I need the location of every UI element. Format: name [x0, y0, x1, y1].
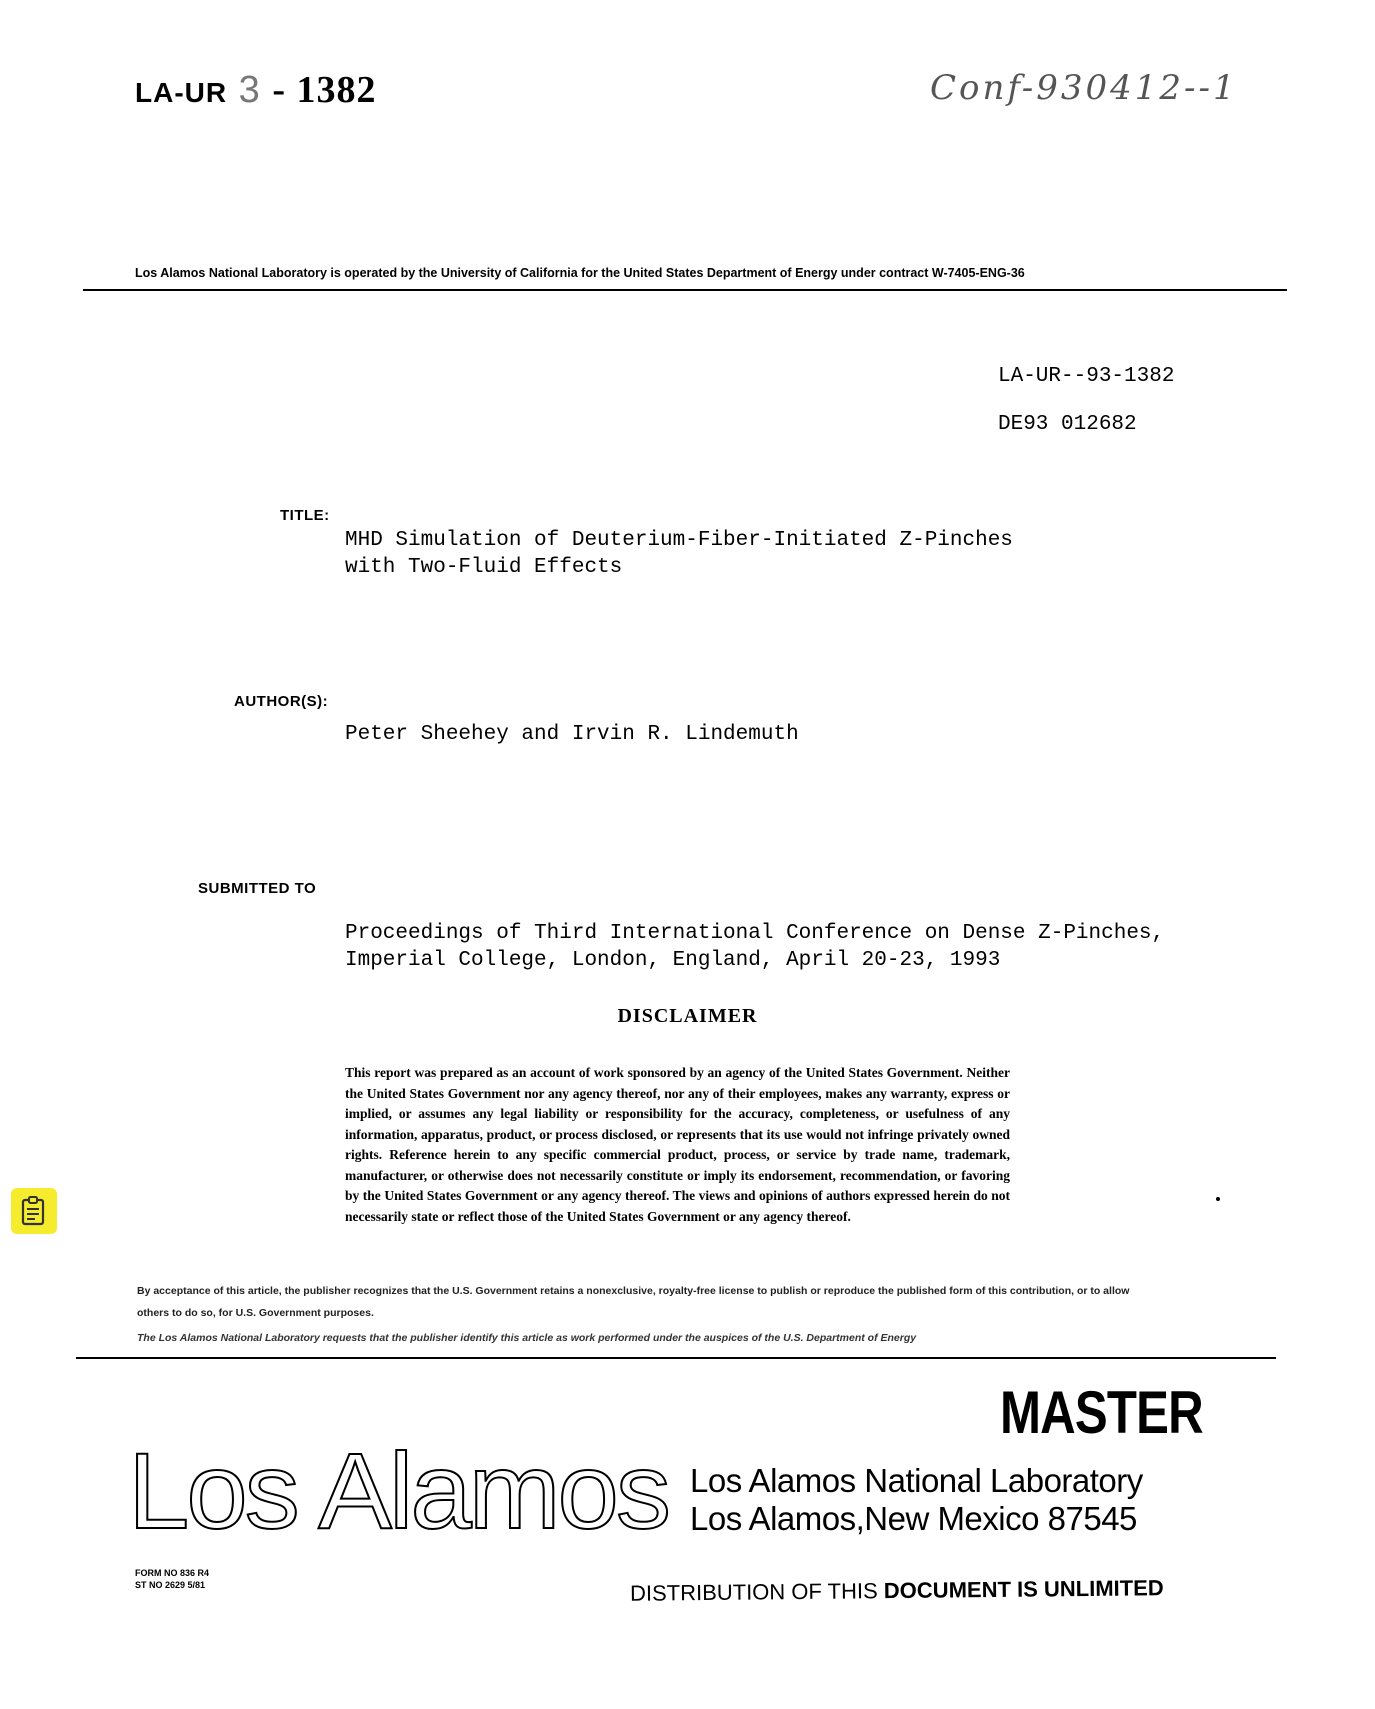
lab-address: Los Alamos,New Mexico 87545 — [690, 1500, 1137, 1537]
distribution-suffix: DOCUMENT IS UNLIMITED — [883, 1575, 1164, 1604]
operator-statement: Los Alamos National Laboratory is operated by the University of California for the United States Department of Energy under contract W-7405-ENG-36 — [135, 266, 1025, 280]
acceptance-statement: By acceptance of this article, the publisher recognizes that the U.S. Government retains a nonexclusive, royalty-free license to publish or reproduce the published form of this contribution, or to allow others to do so, for U.S. Government purposes. — [137, 1285, 1130, 1319]
submitted-value: Proceedings of Third International Conference on Dense Z-Pinches, Imperial College, London, England, April 20-23, 1993 — [345, 922, 1165, 972]
publisher-request: The Los Alamos National Laboratory requests that the publisher identify this article as work performed under the auspices of the U.S. Department of Energy — [137, 1332, 917, 1344]
doc-number-value: - 1382 — [272, 69, 377, 111]
form-line-1: FORM NO 836 R4 — [135, 1568, 210, 1578]
doc-prefix: LA-UR — [135, 77, 228, 108]
disclaimer-heading: DISCLAIMER — [617, 1005, 758, 1027]
los-alamos-logo — [128, 1438, 673, 1538]
master-stamp: MASTER — [1000, 1379, 1203, 1446]
disclaimer-body: This report was prepared as an account of work sponsored by an agency of the United States Government. Neither the United States Government nor any agency thereof, nor any of their employees, makes any warranty, express or implied, or assumes any legal liability or responsibility for the accuracy, completeness, or usefulness of any information, apparatus, product, or process disclosed, or represents that its use would not infringe privately owned rights. Reference herein to any specific commercial product, process, or service by trade name, trademark, manufacturer, or otherwise does not necessarily constitute or imply its endorsement, recommendation, or favoring by the United States Government or any agency thereof. The views and opinions of authors expressed herein do not necessarily state or reflect those of the United States Government or any agency thereof. — [345, 1065, 1010, 1224]
form-line-2: ST NO 2629 5/81 — [135, 1580, 206, 1590]
clipboard-icon-glyph — [19, 1195, 49, 1227]
footer-divider — [76, 1357, 1276, 1359]
distribution-prefix: DISTRIBUTION OF THIS — [629, 1578, 878, 1606]
title-value: MHD Simulation of Deuterium-Fiber-Initiated Z-Pinches with Two-Fluid Effects — [345, 529, 1013, 579]
de-number: DE93 012682 — [998, 413, 1137, 436]
doc-year-faint: 3 — [238, 69, 261, 111]
document-number — [135, 68, 377, 112]
lab-name: Los Alamos National Laboratory — [690, 1462, 1143, 1499]
authors-value: Peter Sheehey and Irvin R. Lindemuth — [345, 723, 799, 746]
authors-label: AUTHOR(S): — [234, 693, 329, 710]
logo-text: Los Alamos — [128, 1438, 668, 1538]
title-label: TITLE: — [280, 507, 330, 524]
speck — [1216, 1197, 1220, 1201]
handwritten-conference-ref: Conf-930412--1 — [930, 68, 1238, 108]
report-number: LA-UR--93-1382 — [998, 365, 1175, 388]
submitted-label: SUBMITTED TO — [198, 880, 317, 897]
distribution-statement — [630, 1575, 1164, 1607]
clipboard-note-icon[interactable] — [11, 1188, 57, 1234]
header-divider — [83, 289, 1287, 291]
form-number — [135, 1567, 209, 1591]
